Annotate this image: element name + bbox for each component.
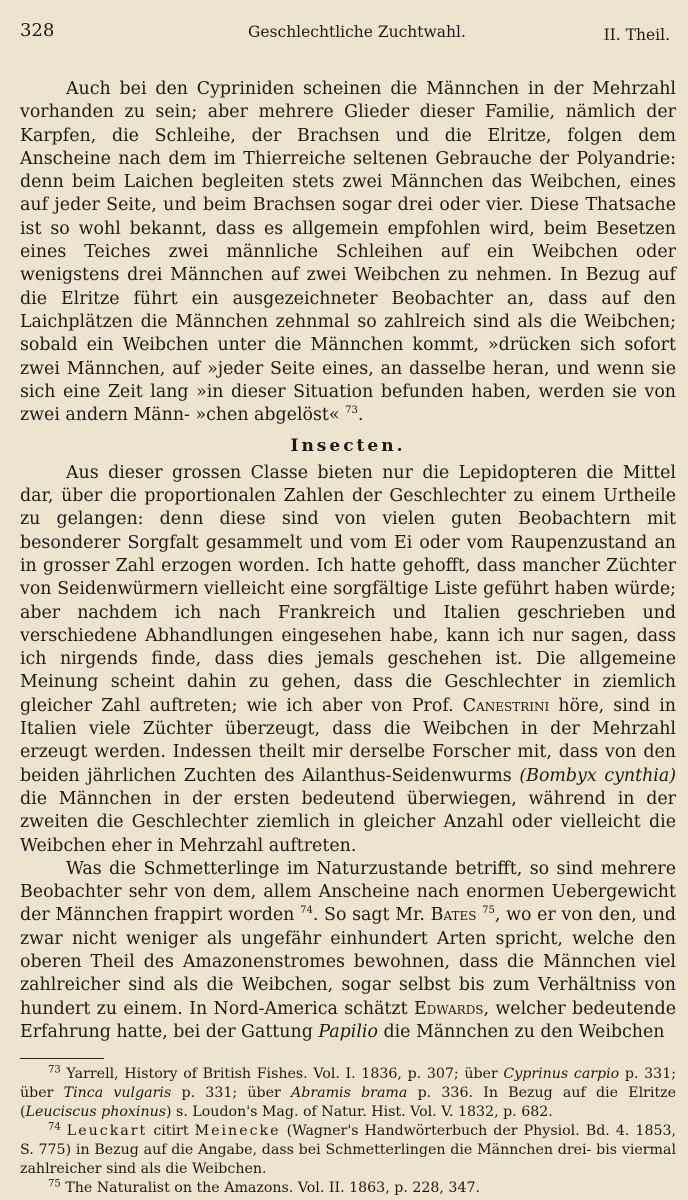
running-title: Geschlechtliche Zuchtwahl. xyxy=(248,23,466,41)
person-name: Edwards xyxy=(413,998,484,1019)
footnote-75: $^{75}$ The Naturalist on the Amazons. Vol. II. 1863, p. 228, 347. xyxy=(48,1178,481,1197)
part-label: II. Theil. xyxy=(603,26,670,44)
person-name: Bates xyxy=(430,905,477,926)
genus-name: Papilio xyxy=(318,1021,378,1042)
footnotes xyxy=(20,1065,676,1198)
running-header xyxy=(20,16,676,46)
paragraph-insects: Aus dieser grossen Classe bieten nur die Lepidopteren die Mittel dar, über die proportionalen Zahlen der Geschlechter zu einem Urtheile zu gelangen: denn diese sind von vielen guten Beobachtern mit besonderer Sorgfalt gesammelt und vom Ei oder vom Raupenzustand an in grosser Zahl erzogen worden. Ich hatte gehofft, dass mancher Züchter von Seidenwürmern vielleicht eine sorgfältige Liste geführt haben würde; aber nachdem ich nach Frankreich und Italien geschrieben und verschiedene Abhandlungen eingesehen habe, kann ich nur sagen, dass ich nirgends finde, dass dies jemals geschehen ist. Die allgemeine Meinung scheint dahin zu gehen, dass die Geschlechter in ziemlich gleicher Zahl auftreten; wie ich aber von Prof. Canestrini höre, sind in Italien viele Züchter überzeugt, dass die Weibchen in der Mehrzahl erzeugt werden. Indessen theilt mir derselbe Forscher mit, dass von den beiden jährlichen Zuchten des Ailanthus-Seidenwurms (Bombyx cynthia) die Männchen in der ersten bedeutend überwiegen, während in der zweiten die Geschlechter ziemlich in gleicher Anzahl oder vielleicht die Weibchen eher in Mehrzahl auftreten. xyxy=(20,462,676,856)
paragraph-cyprinids: Auch bei den Cypriniden scheinen die Männchen in der Mehrzahl vorhanden zu sein; aber mehrere Glieder dieser Familie, nämlich der Karpfen, die Schleihe, der Brachsen und die Elritze, folgen dem Anscheine nach dem im Thierreiche seltenen Gebrauche der Polyandrie: denn beim Laichen begleiten stets zwei Männchen das Weibchen, eines auf jeder Seite, und beim Brachsen sogar drei oder vier. Diese Thatsache ist so wohl bekannt, dass es allgemein empfohlen wird, beim Besetzen eines Teiches zwei männliche Schleihen auf ein Weibchen oder wenigstens drei Männchen auf zwei Weibchen zu nehmen. In Bezug auf die Elritze führt ein ausgezeichneter Beobachter an, dass auf den Laichplätzen die Männchen zehnmal so zahlreich sind als die Weibchen; sobald ein Weibchen unter die Männchen kommt, »drücken sich sofort zwei Männchen, auf »jeder Seite eines, an dasselbe heran, und wenn sie sich eine Zeit lang »in dieser Situation befunden haben, werden sie von zwei andern Männ- »chen abgelöst« $^{73}$. xyxy=(20,79,676,426)
footnote-divider xyxy=(20,1058,104,1059)
paragraph-butterflies: Was die Schmetterlinge im Naturzustande betrifft, so sind mehrere Beobachter sehr von dem, allem Anscheine nach enormen Uebergewicht der Männchen frappirt worden $^{74}$. So sagt Mr. Bates $^{75}$, wo er von den, und zwar nicht weniger als ungefähr einhundert Arten spricht, welche den oberen Theil des Amazonenstromes bewohnen, dass die Männchen viel zahlreicher sind als die Weibchen, sogar selbst bis zum Verhältniss von hundert zu einem. In Nord-America schätzt Edwards, welcher bedeutende Erfahrung hatte, bei der Gattung Papilio die Männchen zu den Weibchen xyxy=(20,858,677,1042)
footnote-ref-73[interactable]: 73 xyxy=(345,405,358,417)
main-text xyxy=(20,78,676,1044)
person-name: Canestrini xyxy=(462,695,550,716)
section-heading: Insecten. xyxy=(290,436,406,457)
footnote-74: $^{74}$ Leuckart citirt Meinecke (Wagner's Handwörterbuch der Physiol. Bd. 4. 1853, S. 775) in Bezug auf die Angabe, dass bei Schmetterlingen die Männchen drei- bis viermal zahlreicher sind als die Weibchen. xyxy=(20,1121,677,1178)
page-number: 328 xyxy=(20,20,55,41)
footnote-ref-75[interactable]: 75 xyxy=(482,905,495,917)
footnote-73: $^{73}$ Yarrell, History of British Fishes. Vol. I. 1836, p. 307; über Cyprinus carpio p. 331; über Tinca vulgaris p. 331; über Abramis brama p. 336. In Bezug auf die Elritze (Leuciscus phoxinus) s. Loudon's Mag. of Natur. Hist. Vol. V. 1832, p. 682. xyxy=(20,1064,677,1121)
footnote-ref-74[interactable]: 74 xyxy=(300,905,313,917)
species-name: (Bombyx cynthia) xyxy=(519,765,676,786)
